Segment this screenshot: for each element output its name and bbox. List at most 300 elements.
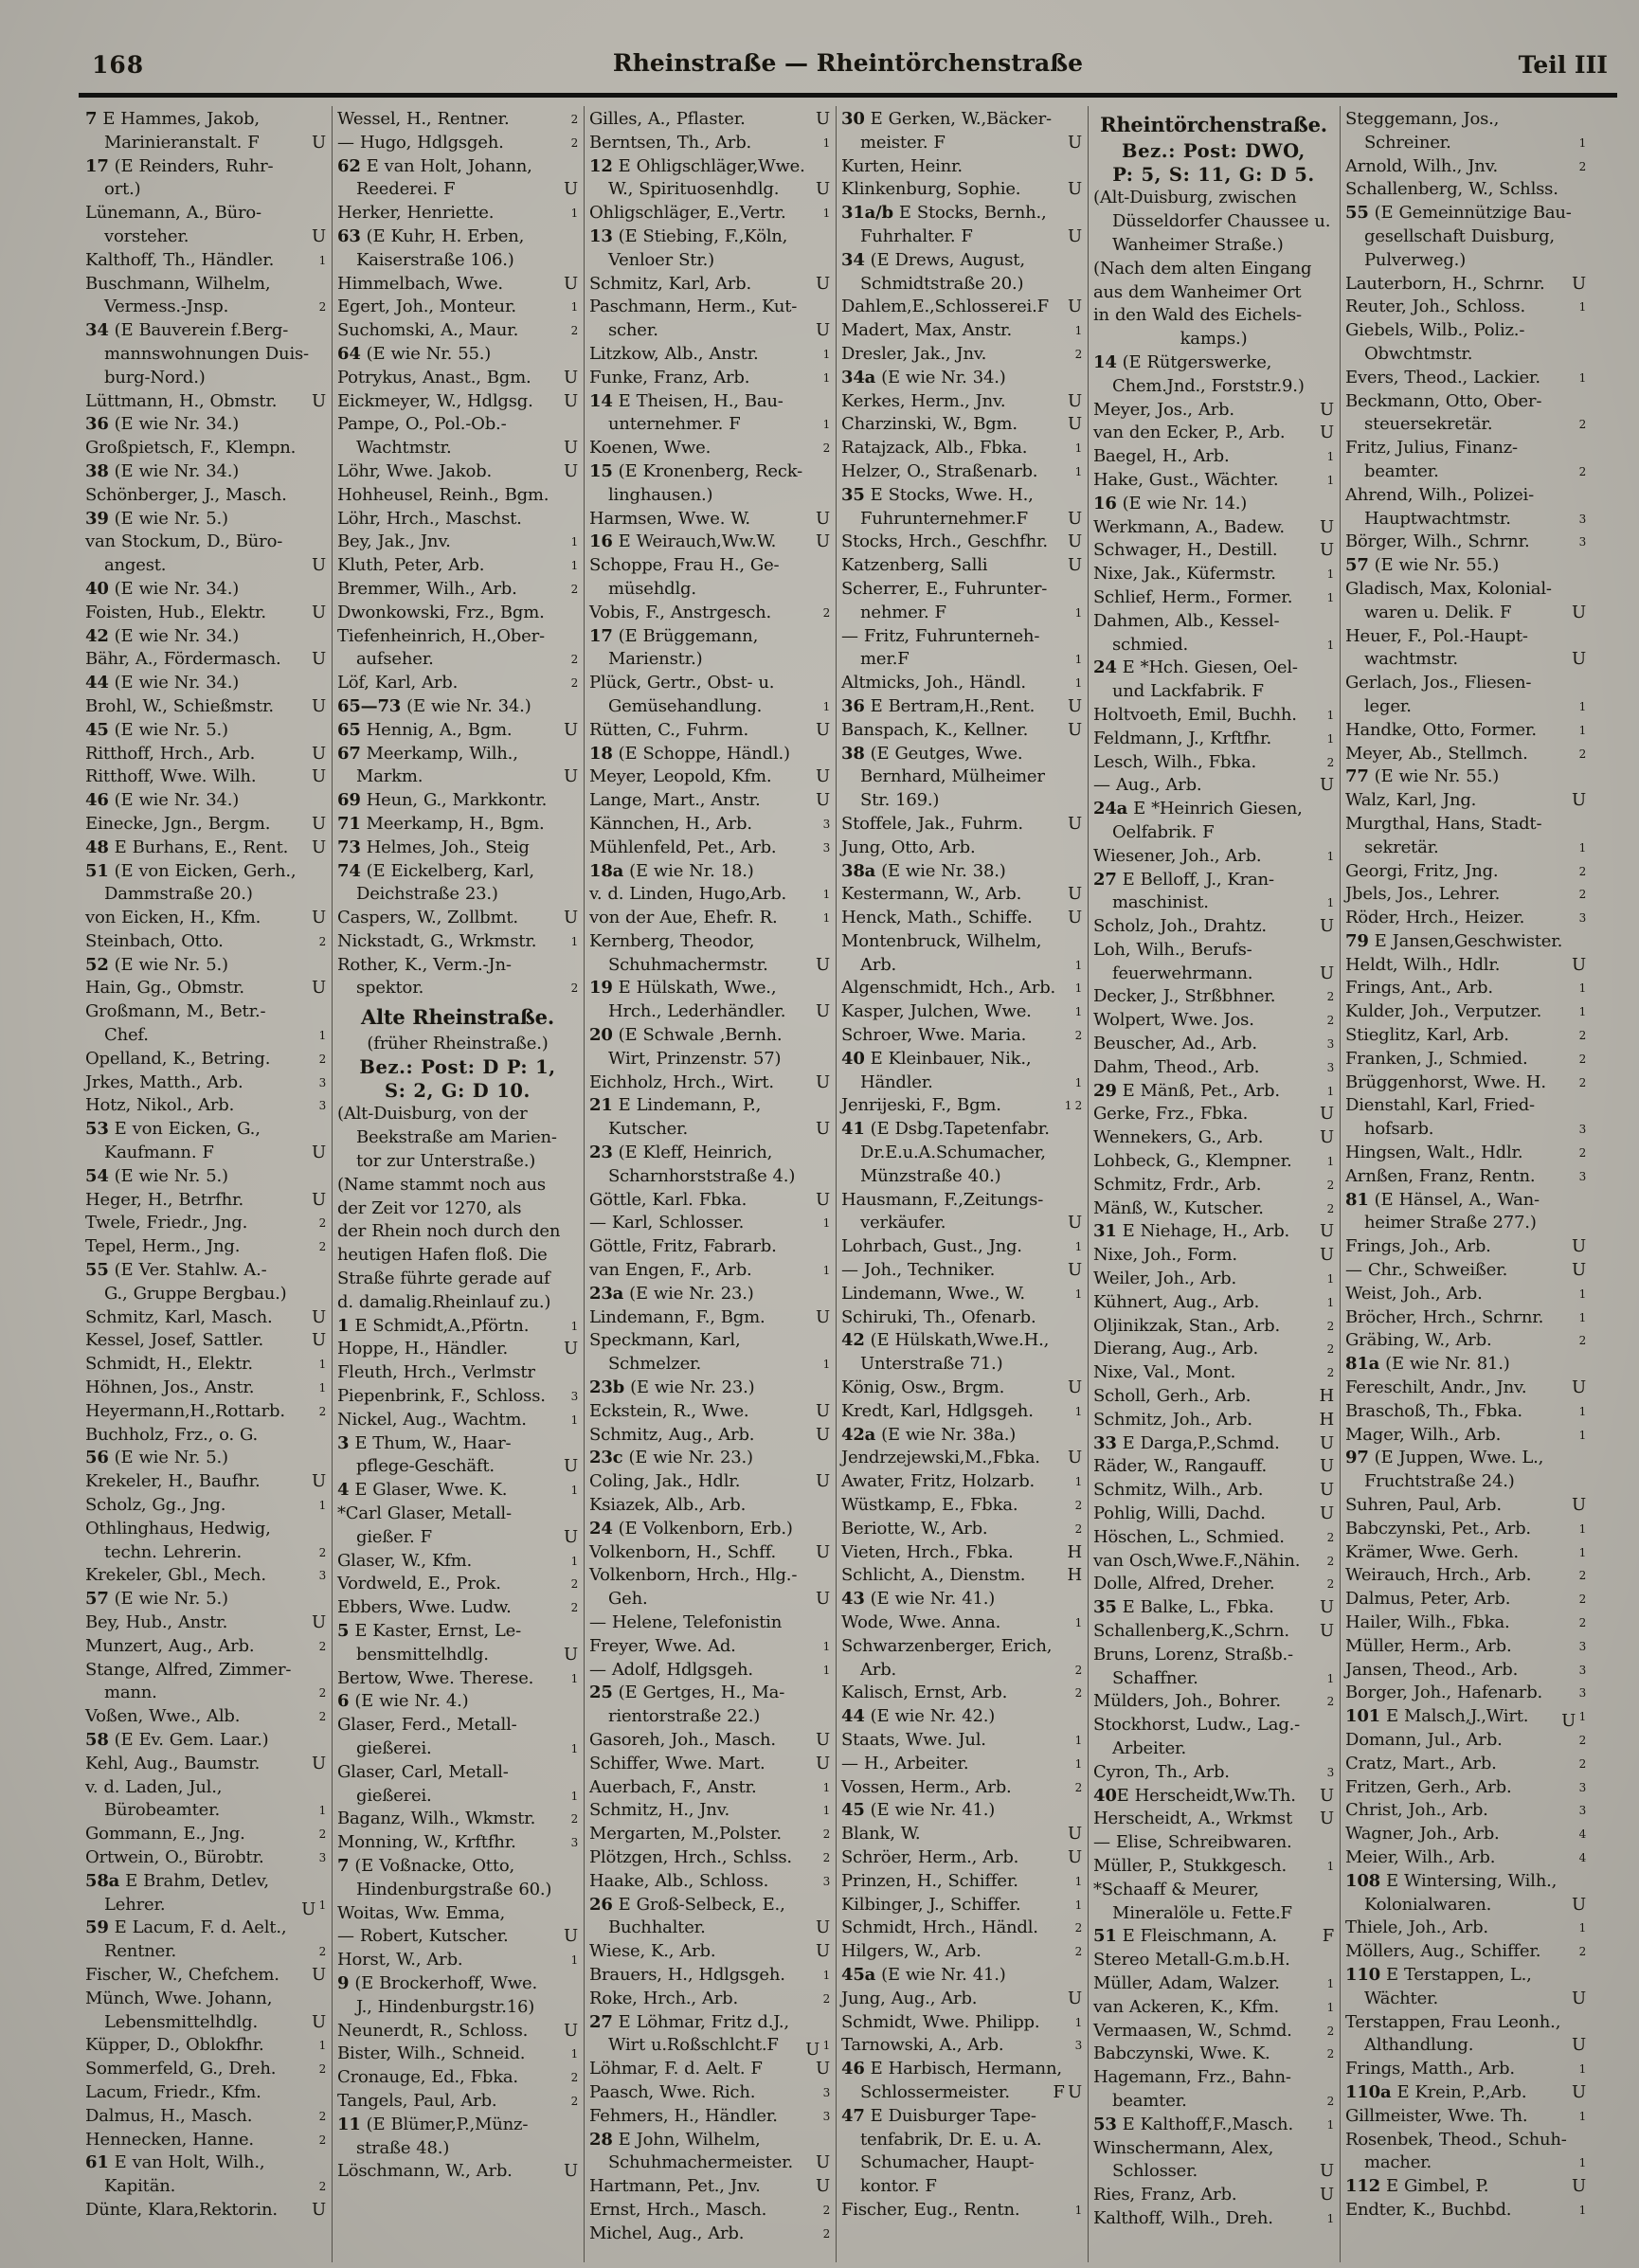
- entry-text: Röder, Hrch., Heizer.: [1345, 908, 1525, 928]
- street-heading: [1093, 114, 1334, 137]
- entry-text: 97 (E Juppen, Wwe. L.,: [1345, 1448, 1544, 1468]
- directory-line: [1093, 1596, 1334, 1620]
- entry-text: Reederei. F: [356, 179, 456, 200]
- directory-line: [589, 977, 830, 1000]
- directory-line: [841, 1212, 1082, 1235]
- floor-marker: 3: [318, 1075, 326, 1089]
- directory-line: [85, 1165, 326, 1189]
- entry-text: Ebbers, Wwe. Ludw.: [337, 1597, 512, 1618]
- entry-text: Jrkes, Matth., Arb.: [85, 1071, 243, 1092]
- floor-marker: 1: [1578, 699, 1586, 713]
- entry-text: Gemüsehandlung.: [608, 695, 763, 716]
- directory-line: [85, 1894, 326, 1917]
- directory-line: [841, 860, 1082, 884]
- directory-line: [337, 508, 578, 531]
- floor-marker: U: [1572, 1236, 1586, 1257]
- floor-marker: U: [564, 390, 578, 411]
- entry-text: 51 (E von Eicken, Gerh.,: [85, 860, 297, 881]
- directory-line: [337, 789, 578, 813]
- directory-line: [589, 1635, 830, 1659]
- entry-text: Stereo Metall-G.m.b.H.: [1093, 1950, 1290, 1971]
- directory-line: [1093, 1972, 1334, 1996]
- floor-marker: U: [564, 1456, 578, 1477]
- floor-marker: U: [312, 390, 326, 411]
- entry-text: Sommerfeld, G., Dreh.: [85, 2059, 277, 2079]
- entry-text: Murgthal, Hans, Stadt-: [1345, 813, 1542, 834]
- entry-text: Herscheidt, A., Wrkmst: [1093, 1809, 1292, 1829]
- directory-line: [1093, 1550, 1334, 1574]
- entry-text: Schmitz, H., Jnv.: [589, 1800, 730, 1821]
- floor-marker: U: [564, 766, 578, 787]
- entry-text: Giebels, Wilb., Poliz.-: [1345, 320, 1525, 341]
- directory-line: [589, 954, 830, 978]
- entry-text: 13 (E Stiebing, F.,Köln,: [589, 225, 788, 246]
- entry-text: Großmann, M., Betr.-: [85, 1001, 266, 1022]
- directory-line: [1093, 210, 1334, 234]
- floor-marker: 3: [1578, 1169, 1586, 1183]
- entry-text: nehmer. F: [860, 602, 946, 622]
- entry-text: Caspers, W., Zollbmt.: [337, 908, 518, 928]
- directory-line: [1345, 743, 1586, 766]
- directory-line: [337, 602, 578, 625]
- floor-marker: 1: [1074, 653, 1082, 667]
- floor-marker: 1: [1074, 1874, 1082, 1888]
- directory-line: [1345, 1823, 1586, 1846]
- directory-line: [85, 954, 326, 978]
- entry-text: rientorstraße 22.): [608, 1706, 761, 1727]
- directory-line: [337, 531, 578, 554]
- floor-marker: 2: [1578, 1146, 1586, 1161]
- directory-line: [85, 1470, 326, 1494]
- directory-line: [841, 2129, 1082, 2152]
- directory-line: [85, 554, 326, 578]
- directory-line: [589, 413, 830, 437]
- entry-text: Vossen, Herm., Arb.: [841, 1776, 1012, 1797]
- entry-text: Lüttmann, H., Obmstr.: [85, 390, 278, 411]
- directory-line: [1093, 1033, 1334, 1056]
- directory-line: [85, 1142, 326, 1165]
- floor-marker: 1: [1578, 300, 1586, 315]
- directory-line: [841, 531, 1082, 554]
- directory-line: [1345, 1611, 1586, 1635]
- directory-line: [337, 319, 578, 343]
- directory-line: [841, 319, 1082, 343]
- entry-text: Nickstadt, G., Wrkmstr.: [337, 930, 537, 951]
- directory-line: [85, 2199, 326, 2223]
- entry-text: 18a (E wie Nr. 18.): [589, 860, 754, 881]
- entry-text: Christ, Joh., Arb.: [1345, 1800, 1488, 1821]
- directory-line: [841, 1611, 1082, 1635]
- floor-marker: U: [312, 132, 326, 153]
- directory-line: [337, 765, 578, 789]
- entry-text: Fritzen, Gerh., Arb.: [1345, 1776, 1512, 1797]
- entry-text: Plück, Gertr., Obst- u.: [589, 673, 775, 693]
- entry-text: Dolle, Alfred, Dreher.: [1093, 1574, 1275, 1594]
- floor-marker: U: [1320, 1785, 1334, 1806]
- volume-part: Teil III: [1518, 51, 1608, 79]
- directory-line: [85, 789, 326, 813]
- floor-marker: U: [1068, 1988, 1082, 2008]
- floor-marker: U: [1320, 1621, 1334, 1641]
- floor-marker: 1: [822, 1804, 830, 1818]
- entry-text: Othlinghaus, Hedwig,: [85, 1518, 271, 1539]
- entry-text: Löf, Karl, Arb.: [337, 673, 459, 693]
- entry-text: Einecke, Jgn., Bergm.: [85, 813, 271, 834]
- floor-marker: 1: [822, 888, 830, 902]
- directory-line: [85, 1212, 326, 1235]
- floor-marker: 1: [1578, 370, 1586, 385]
- entry-text: van Osch,Wwe.F.,Nähin.: [1093, 1550, 1301, 1571]
- floor-marker: U: [564, 1926, 578, 1947]
- entry-text: 26 E Groß-Selbeck, E.,: [589, 1894, 785, 1915]
- directory-line: [1345, 1894, 1586, 1917]
- directory-line: [589, 907, 830, 930]
- directory-line: [337, 1902, 578, 1926]
- directory-line: [589, 1894, 830, 1917]
- directory-line: [85, 390, 326, 414]
- entry-text: tenfabrik, Dr. E. u. A.: [860, 2129, 1042, 2150]
- entry-text: Neunerdt, R., Schloss.: [337, 2020, 529, 2041]
- directory-line: [841, 1353, 1082, 1377]
- entry-text: Ernst, Hrch., Masch.: [589, 2199, 767, 2220]
- entry-text: 56 (E wie Nr. 5.): [85, 1448, 228, 1468]
- directory-line: [589, 531, 830, 554]
- floor-marker: U: [1572, 2081, 1586, 2102]
- entry-text: Arnold, Wilh., Jnv.: [1345, 155, 1498, 176]
- floor-marker: U: [564, 719, 578, 740]
- directory-line: [841, 1635, 1082, 1659]
- entry-text: Heyermann,H.,Rottarb.: [85, 1400, 285, 1421]
- entry-text: — Aug., Arb.: [1093, 775, 1202, 796]
- directory-line: [1345, 2058, 1586, 2081]
- entry-text: 31a/b E Stocks, Bernh.,: [841, 203, 1047, 224]
- floor-marker: 2: [822, 441, 830, 456]
- directory-line: [337, 1526, 578, 1550]
- entry-text: 55 (E Ver. Stahlw. A.-: [85, 1260, 267, 1281]
- directory-line: [1345, 907, 1586, 930]
- directory-line: [589, 1940, 830, 1964]
- entry-text: Dahm, Theod., Arb.: [1093, 1056, 1260, 1077]
- floor-marker: 3: [318, 1099, 326, 1113]
- floor-marker: U: [1068, 1846, 1082, 1867]
- directory-line: [337, 413, 578, 437]
- floor-marker: 1: [570, 934, 578, 948]
- floor-marker: 1: [1326, 590, 1334, 604]
- directory-line: [589, 1071, 830, 1095]
- entry-text: Gilles, A., Pflaster.: [589, 109, 746, 129]
- entry-text: Kalisch, Ernst, Arb.: [841, 1683, 1008, 1703]
- directory-line: [337, 2090, 578, 2114]
- directory-line: [1093, 1808, 1334, 1831]
- floor-marker: 1: [1578, 1545, 1586, 1559]
- entry-text: Ksiazek, Alb., Arb.: [589, 1495, 747, 1516]
- entry-text: van Ackeren, K., Kfm.: [1093, 1996, 1279, 2017]
- directory-line: [85, 2011, 326, 2035]
- directory-line: [337, 860, 578, 884]
- entry-text: Michel, Aug., Arb.: [589, 2223, 745, 2243]
- entry-text: Lehrer.: [104, 1894, 166, 1915]
- entry-text: Kolonialwaren.: [1364, 1894, 1492, 1915]
- directory-line: [1345, 2151, 1586, 2175]
- directory-line: [841, 1329, 1082, 1353]
- column-4: [836, 106, 1088, 2262]
- floor-marker: 1: [1578, 2109, 1586, 2123]
- directory-line: [1093, 539, 1334, 563]
- column-2: [332, 106, 584, 2262]
- entry-text: heimer Straße 277.): [1364, 1213, 1537, 1233]
- floor-marker: H: [1319, 1386, 1334, 1407]
- directory-line: [337, 1596, 578, 1620]
- directory-line: [1093, 1103, 1334, 1126]
- directory-line: [841, 249, 1082, 273]
- directory-line: [589, 1306, 830, 1330]
- floor-marker: U: [1572, 790, 1586, 811]
- directory-line: [85, 2058, 326, 2081]
- floor-marker: U: [816, 1400, 830, 1421]
- floor-marker: 2: [570, 1577, 578, 1592]
- header-rule: [79, 93, 1617, 98]
- entry-text: 59 E Lacum, F. d. Aelt.,: [85, 1917, 287, 1938]
- floor-marker: 2: [318, 1216, 326, 1231]
- directory-line: [1093, 1737, 1334, 1761]
- entry-text: 17 (E Brüggemann,: [589, 625, 759, 646]
- entry-text: Stocks, Hrch., Geschfhr.: [841, 531, 1048, 552]
- directory-line: [589, 155, 830, 179]
- directory-line: [85, 319, 326, 343]
- directory-line: [1093, 1455, 1334, 1479]
- entry-text: 63 (E Kuhr, H. Erben,: [337, 225, 525, 246]
- entry-text: unternehmer. F: [608, 414, 741, 435]
- directory-line: [1345, 132, 1586, 155]
- floor-marker: U: [312, 743, 326, 764]
- directory-line: [1345, 2129, 1586, 2152]
- floor-marker: 2: [1074, 1663, 1082, 1677]
- entry-text: Steinbach, Otto.: [85, 930, 224, 951]
- floor-marker: 1: [822, 1780, 830, 1794]
- directory-line: [85, 2175, 326, 2199]
- floor-marker: U: [816, 2152, 830, 2173]
- directory-line: [841, 1988, 1082, 2011]
- entry-text: Dierang, Aug., Arb.: [1093, 1339, 1259, 1359]
- entry-text: Bernhard, Mülheimer: [860, 766, 1045, 787]
- entry-text: Foisten, Hub., Elektr.: [85, 602, 266, 622]
- directory-line: [337, 1174, 578, 1197]
- directory-line: [1093, 728, 1334, 751]
- entry-text: Klinkenburg, Sophie.: [841, 179, 1021, 200]
- directory-line: [337, 1690, 578, 1714]
- entry-text: Bruns, Lorenz, Straßb.-: [1093, 1644, 1293, 1665]
- floor-marker: U: [1572, 2176, 1586, 2197]
- floor-marker: 3: [570, 1836, 578, 1850]
- entry-text: Vordweld, E., Prok.: [337, 1574, 501, 1594]
- entry-text: 46 E Harbisch, Hermann,: [841, 2059, 1062, 2079]
- entry-text: Reuter, Joh., Schloss.: [1345, 297, 1525, 317]
- floor-marker: U: [816, 273, 830, 294]
- directory-line: [337, 1150, 578, 1174]
- directory-line: [1345, 437, 1586, 460]
- directory-line: [1093, 798, 1334, 821]
- directory-line: [85, 743, 326, 766]
- entry-text: Walz, Karl, Jng.: [1345, 790, 1477, 811]
- entry-text: pflege-Geschäft.: [356, 1456, 495, 1477]
- directory-line: [1345, 1541, 1586, 1565]
- directory-line: [589, 2175, 830, 2199]
- entry-text: Heldt, Wilh., Hdlr.: [1345, 954, 1501, 975]
- directory-line: [337, 883, 578, 907]
- directory-line: [337, 1268, 578, 1291]
- directory-line: [1093, 1174, 1334, 1197]
- floor-marker: U: [816, 531, 830, 552]
- directory-line: [85, 930, 326, 954]
- floor-marker: 1: [570, 1789, 578, 1803]
- floor-marker: 1: [1326, 2000, 1334, 2014]
- entry-text: Schmitz, Frdr., Arb.: [1093, 1174, 1262, 1195]
- directory-line: [1345, 813, 1586, 837]
- directory-line: [85, 202, 326, 225]
- floor-marker: U: [1068, 132, 1082, 153]
- entry-text: Banspach, K., Kellner.: [841, 719, 1029, 740]
- entry-text: Eckstein, R., Wwe.: [589, 1400, 749, 1421]
- floor-marker: 3: [1578, 512, 1586, 526]
- entry-text: Jung, Otto, Arb.: [841, 837, 976, 857]
- floor-marker: U: [1320, 2185, 1334, 2205]
- directory-line: [1093, 751, 1334, 775]
- directory-line: [1093, 140, 1334, 164]
- directory-line: [589, 1799, 830, 1823]
- directory-line: [1345, 930, 1586, 954]
- directory-line: [85, 1189, 326, 1213]
- floor-marker: 3: [1326, 1037, 1334, 1052]
- directory-line: [841, 1776, 1082, 1800]
- directory-line: [337, 813, 578, 837]
- floor-marker: H: [1319, 1409, 1334, 1430]
- directory-line: [841, 390, 1082, 414]
- entry-text: Unterstraße 71.): [860, 1354, 1003, 1375]
- directory-line: [589, 225, 830, 249]
- floor-marker: U: [564, 438, 578, 459]
- entry-text: Nixe, Joh., Form.: [1093, 1245, 1237, 1266]
- entry-text: müsehdlg.: [608, 578, 696, 599]
- floor-marker: U: [1068, 1213, 1082, 1233]
- directory-line: [1093, 1879, 1334, 1902]
- directory-line: [589, 1447, 830, 1470]
- entry-text: der Rhein noch durch den: [337, 1221, 561, 1242]
- entry-text: Baganz, Wilh., Wkmstr.: [337, 1809, 536, 1829]
- entry-text: Glaser, Carl, Metall-: [337, 1761, 509, 1782]
- floor-marker: U: [1068, 908, 1082, 928]
- directory-line: [337, 1573, 578, 1596]
- entry-text: Ahrend, Wilh., Polizei-: [1345, 484, 1534, 505]
- floor-marker: 1: [822, 911, 830, 926]
- entry-text: Kapitän.: [104, 2176, 176, 2197]
- directory-line: [85, 155, 326, 179]
- entry-text: Schreiner.: [1364, 132, 1451, 153]
- floor-marker: U: [816, 109, 830, 129]
- floor-marker: U: [1320, 1432, 1334, 1453]
- directory-line: [1345, 367, 1586, 390]
- entry-text: 30 E Gerken, W.,Bäcker-: [841, 109, 1052, 129]
- directory-line: [589, 1494, 830, 1518]
- entry-text: Berntsen, Th., Arb.: [589, 132, 752, 153]
- directory-line: [85, 765, 326, 789]
- directory-line: [1345, 1518, 1586, 1541]
- entry-text: Lacum, Friedr., Kfm.: [85, 2081, 261, 2102]
- floor-marker: 2: [570, 113, 578, 126]
- entry-text: Mager, Wilh., Arb.: [1345, 1424, 1502, 1445]
- directory-line: [85, 1400, 326, 1424]
- directory-columns: [81, 106, 1619, 2260]
- floor-marker: 1: [1074, 1005, 1082, 1019]
- entry-text: 24a E *Heinrich Giesen,: [1093, 799, 1303, 819]
- floor-marker: 1: [1578, 1428, 1586, 1442]
- entry-text: Frings, Ant., Arb.: [1345, 978, 1493, 999]
- floor-marker: U: [1068, 297, 1082, 317]
- directory-line: [589, 695, 830, 719]
- entry-text: 62 E van Holt, Johann,: [337, 155, 532, 176]
- entry-text: Hake, Gust., Wächter.: [1093, 469, 1279, 490]
- directory-line: [589, 2081, 830, 2105]
- floor-marker: U: [564, 367, 578, 387]
- entry-text: (früher Rheinstraße.): [367, 1034, 549, 1054]
- directory-line: [841, 1588, 1082, 1611]
- entry-text: 38 (E wie Nr. 34.): [85, 460, 240, 481]
- entry-text: Vermess.-Jnsp.: [104, 297, 229, 317]
- directory-line: [85, 1823, 326, 1846]
- directory-line: [1345, 1071, 1586, 1095]
- floor-marker: U: [1572, 954, 1586, 975]
- directory-line: [841, 719, 1082, 743]
- entry-text: Marienstr.): [608, 649, 703, 670]
- floor-marker: 1: [1326, 896, 1334, 910]
- floor-marker: 3: [1578, 1639, 1586, 1653]
- floor-marker: 1: [822, 1639, 830, 1653]
- entry-text: Meyer, Leopold, Kfm.: [589, 766, 772, 787]
- entry-text: Charzinski, W., Bgm.: [841, 414, 1018, 435]
- running-title: Rheinstraße — Rheintörchenstraße: [612, 49, 1084, 77]
- directory-line: [589, 648, 830, 672]
- directory-line: [841, 1447, 1082, 1470]
- directory-line: [337, 1385, 578, 1409]
- directory-line: [1093, 1925, 1334, 1949]
- entry-text: Schwager, H., Destill.: [1093, 540, 1278, 561]
- directory-line: [841, 1377, 1082, 1400]
- directory-line: [85, 1588, 326, 1611]
- entry-text: 35 E Balke, L., Fbka.: [1093, 1597, 1274, 1618]
- entry-text: Lebensmittelhdlg.: [104, 2011, 259, 2032]
- directory-line: [841, 413, 1082, 437]
- entry-text: (Alt-Duisburg, von der: [337, 1104, 528, 1125]
- entry-text: 6 (E wie Nr. 4.): [337, 1691, 469, 1712]
- floor-marker: 3: [318, 1569, 326, 1583]
- directory-line: [337, 1315, 578, 1339]
- entry-text: Buschmann, Wilhelm,: [85, 273, 271, 294]
- entry-text: Paschmann, Herm., Kut-: [589, 297, 798, 317]
- entry-text: burg-Nord.): [104, 367, 206, 387]
- entry-text: Alte Rheinstraße.: [361, 1005, 554, 1030]
- entry-text: steuersekretär.: [1364, 414, 1493, 435]
- directory-line: [589, 1283, 830, 1306]
- entry-text: Mergarten, M.,Polster.: [589, 1824, 782, 1845]
- entry-text: Weiler, Joh., Arb.: [1093, 1269, 1236, 1289]
- entry-text: Staats, Wwe. Jul.: [841, 1729, 986, 1750]
- directory-line: [337, 1972, 578, 1996]
- page-number: 168: [92, 51, 145, 79]
- directory-line: [85, 1447, 326, 1470]
- entry-text: — Robert, Kutscher.: [337, 1926, 509, 1947]
- entry-text: 65—73 (E wie Nr. 34.): [337, 695, 531, 716]
- directory-line: [589, 319, 830, 343]
- entry-text: Cyron, Th., Arb.: [1093, 1761, 1230, 1782]
